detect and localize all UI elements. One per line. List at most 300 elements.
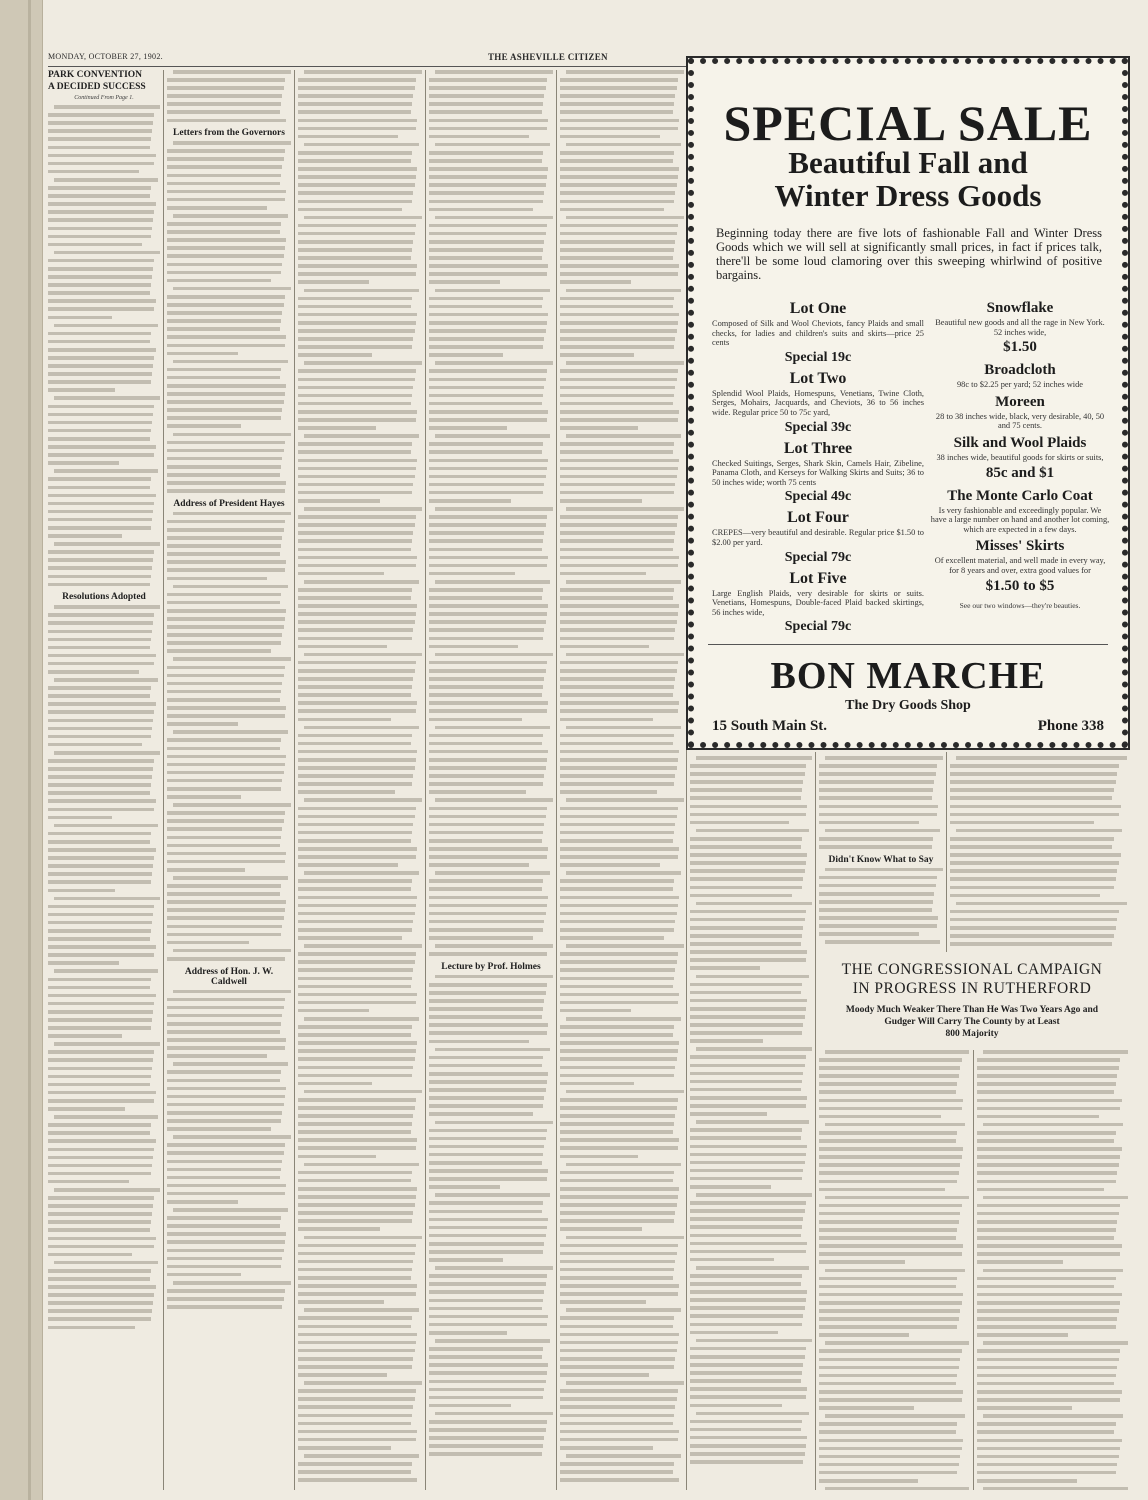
text-line [429,208,533,212]
text-line [690,1161,805,1165]
text-line [435,216,553,220]
text-line [298,1106,415,1110]
text-line [429,928,543,932]
text-line [298,1373,387,1377]
text-line [48,1301,153,1305]
text-line [48,727,152,731]
text-line [977,1447,1120,1451]
text-line [819,780,934,784]
text-line [304,1308,419,1312]
text-line [690,1452,805,1456]
text-line [167,1305,282,1309]
text-line [560,1049,678,1053]
text-line [167,254,284,258]
text-line [429,102,543,106]
text-line [429,94,544,98]
text-line [566,726,681,730]
text-line [825,940,940,944]
text-line [48,405,154,409]
text-line [298,1397,415,1401]
text-line [167,860,285,864]
text-line [690,837,802,841]
text-line [977,1115,1099,1119]
text-line [819,1398,962,1402]
column-rule [163,70,164,1490]
text-line [435,798,553,802]
text-line [560,677,675,681]
text-line [298,1146,416,1150]
text-line [560,1365,674,1369]
text-line [48,783,151,787]
text-line [950,934,1114,938]
text-line [690,1298,806,1302]
text-line [819,892,934,896]
text-line [298,1171,412,1175]
text-line [167,416,281,420]
text-line [819,1366,959,1370]
text-line [429,774,544,778]
text-line [167,352,238,356]
ad-address: 15 South Main St. [712,718,828,734]
column-2 [167,70,291,1490]
text-line [429,896,548,900]
text-line [566,1236,684,1240]
text-line [167,327,280,331]
text-line [429,839,542,843]
text-line [304,1381,422,1385]
text-line [48,791,150,795]
text-line [560,119,679,123]
special-name: Snowflake [986,300,1054,316]
text-line [429,1428,546,1432]
text-line [690,1306,805,1310]
text-line [560,442,674,446]
text-line [819,1382,956,1386]
text-line [298,102,412,106]
text-line [167,690,281,694]
text-line [298,863,398,867]
text-line [298,1268,412,1272]
special-description: 28 to 38 inches wide, black, very desirable, 40, 50 and 75 cents. [935,411,1105,431]
text-line [690,1023,803,1027]
text-line [560,548,673,552]
text-line [298,1478,417,1482]
text-line [429,863,529,867]
text-line [560,1138,679,1142]
text-line [435,653,553,657]
text-line [819,1309,960,1313]
text-line [819,1212,960,1216]
text-line [167,787,281,791]
text-line [977,1252,1120,1256]
text-line [48,1253,132,1257]
text-line [560,1430,679,1434]
text-line [167,1216,281,1220]
text-line [429,515,547,519]
text-line [435,944,553,948]
text-line [566,1381,684,1385]
text-line [560,531,675,535]
text-line [48,162,154,166]
text-line [54,751,160,755]
text-line [429,329,546,333]
text-line [173,1062,288,1066]
text-line [983,1487,1128,1490]
text-line [167,544,281,548]
text-line [304,1017,419,1021]
text-line [950,845,1112,849]
text-line [560,1300,646,1304]
text-line [167,384,286,388]
text-line [48,702,156,706]
text-line [560,491,674,495]
text-line [298,1365,412,1369]
text-line [48,832,151,836]
text-line [48,299,156,303]
text-line [167,174,281,178]
text-line [167,819,284,823]
text-line [173,990,291,994]
text-line [560,669,677,673]
text-line [560,896,679,900]
text-line [560,86,677,90]
deck-line-3: 800 Majority [945,1029,999,1039]
text-line [825,1123,965,1127]
text-line [48,1050,154,1054]
text-line [690,1395,806,1399]
text-line [429,459,548,463]
text-line [560,904,678,908]
text-line [298,297,412,301]
text-line [298,280,369,284]
text-line [429,1129,547,1133]
text-line [429,936,533,940]
text-line [560,612,678,616]
text-line [696,1339,812,1343]
text-line [819,1188,945,1192]
text-line [560,1195,678,1199]
column-rule [425,70,426,1490]
text-line [48,961,119,965]
text-line [298,709,416,713]
text-line [819,1447,962,1451]
text-line [560,807,678,811]
text-line [560,475,677,479]
text-line [429,313,548,317]
text-line [298,548,411,552]
text-line [298,539,412,543]
text-line [819,1463,959,1467]
text-line [560,248,674,252]
text-line [298,1066,413,1070]
text-line [167,1103,284,1107]
text-line [429,86,546,90]
text-line [48,686,151,690]
text-line [48,1204,153,1208]
text-line [696,975,809,979]
text-line [560,887,673,891]
text-line [977,1382,1114,1386]
text-line [429,450,542,454]
text-line [429,1031,547,1035]
text-line [977,1107,1120,1111]
text-line [298,1462,412,1466]
text-line [819,876,937,880]
text-line [167,1087,286,1091]
text-line [298,968,413,972]
text-line [173,657,291,661]
ad-lot [708,370,928,436]
text-line [167,392,285,396]
text-line [560,151,674,155]
text-line [298,790,395,794]
text-line [560,175,678,179]
text-line [429,1274,547,1278]
text-line [819,1325,957,1329]
text-line [429,887,542,891]
text-line [429,1363,548,1367]
text-line [983,1269,1123,1273]
ad-subtitle-line-1: Beautiful Fall and [788,145,1028,180]
text-line [298,1430,417,1434]
text-line [429,1056,543,1060]
text-line [819,788,933,792]
section-address-hon-caldwell: Address of Hon. J. W. Caldwell [184,966,274,987]
special-name: The Monte Carlo Coat [947,487,1093,504]
text-line [167,779,282,783]
text-line [690,1015,805,1019]
text-line [950,772,1117,776]
text-line [435,726,550,730]
text-line [298,734,412,738]
text-line [560,1349,677,1353]
text-line [298,159,411,163]
text-line [298,1325,411,1329]
text-line [560,256,673,260]
text-line [167,368,281,372]
text-line [977,1366,1117,1370]
text-line [298,815,415,819]
text-line [48,1212,152,1216]
text-line [429,159,542,163]
text-line [298,904,416,908]
text-line [429,1299,543,1303]
text-line [560,410,679,414]
text-line [560,499,642,503]
text-line [560,402,673,406]
text-line [167,376,280,380]
text-line [167,149,285,153]
column-rule [556,70,557,1490]
text-line [429,297,543,301]
text-line [429,1064,542,1068]
text-line [167,900,286,904]
text-line [560,556,679,560]
text-line [298,839,411,843]
text-line [48,1131,150,1135]
text-line [429,612,547,616]
text-line [560,1227,642,1231]
text-line [167,424,241,428]
text-line [977,1463,1117,1467]
text-line [167,722,238,726]
text-line [304,143,419,147]
text-line [819,1180,957,1184]
text-line [560,1252,677,1256]
text-line [48,1285,156,1289]
text-line [560,588,674,592]
lot-name: Lot Five [789,569,847,587]
column-9 [819,1050,969,1490]
text-line [304,1454,419,1458]
text-line [819,764,937,768]
text-line [819,813,937,817]
text-line [298,1130,411,1134]
text-line [167,1249,284,1253]
text-line [48,1026,151,1030]
text-line [167,489,285,493]
text-line [298,782,412,786]
text-line [560,1414,674,1418]
text-line [819,1293,963,1297]
text-line [167,892,280,896]
text-line [819,1285,956,1289]
text-line [429,1347,543,1351]
text-line [298,985,411,989]
text-line [566,216,684,220]
text-line [304,1236,422,1240]
lot-description: Checked Suitings, Serges, Shark Skin, Camels Hair, Zibeline, Panama Cloth, and Kerseys for Walking Skirts and Suits; 36 to 50 inches wide; worth 75 cents [712,458,924,487]
binding-gutter [0,0,43,1500]
text-line [560,693,673,697]
text-line [304,1090,422,1094]
text-line [298,1138,417,1142]
column-rule [815,752,816,1490]
text-line [977,1430,1114,1434]
text-line [48,583,150,587]
text-line [819,1171,959,1175]
text-line [167,1160,282,1164]
text-line [167,925,282,929]
text-line [950,837,1114,841]
text-line [819,1099,963,1103]
text-line [819,908,932,912]
text-line [819,1439,963,1443]
text-line [560,661,678,665]
text-line [560,280,631,284]
text-line [429,378,546,382]
text-line [977,1309,1119,1313]
text-line [690,1274,802,1278]
text-line [819,1252,962,1256]
text-line [298,313,417,317]
text-line [167,528,284,532]
text-line [819,845,932,849]
text-line [167,998,285,1002]
special-description: Is very fashionable and exceedingly popular. We have a large number on hand and another lot coming, which are expected in a few days. [930,505,1110,534]
text-line [167,400,284,404]
text-line [690,788,802,792]
ad-title: SPECIAL SALE [723,95,1093,151]
text-line [298,78,416,82]
text-line [173,141,291,145]
text-line [566,798,684,802]
text-line [48,259,154,263]
text-line [983,1123,1123,1127]
text-line [298,418,416,422]
text-line [429,1137,546,1141]
text-line [298,442,412,446]
text-line [48,621,153,625]
text-line [167,94,282,98]
ad-lot [708,300,928,366]
text-line [48,332,151,336]
text-line [429,742,542,746]
text-line [298,920,413,924]
text-line [560,329,677,333]
text-line [950,910,1119,914]
text-line [825,756,943,760]
text-line [304,1163,419,1167]
text-line [298,450,411,454]
text-line [48,243,142,247]
text-line [560,718,653,722]
text-line [560,823,675,827]
text-line [48,856,154,860]
ad-lot [708,509,928,565]
text-line [167,560,286,564]
text-line [304,289,419,293]
text-line [690,966,760,970]
article-text [298,70,422,1482]
text-line [48,662,154,666]
text-line [298,345,412,349]
text-line [48,429,151,433]
text-line [429,305,542,309]
text-line [167,319,281,323]
text-line [429,410,548,414]
text-line [819,1058,962,1062]
text-line [690,853,807,857]
text-line [560,483,675,487]
text-line [690,1250,806,1254]
text-line [173,803,291,807]
text-line [690,910,806,914]
text-line [48,1010,153,1014]
text-line [825,868,943,872]
text-line [298,256,411,260]
text-line [690,780,803,784]
text-line [429,1388,544,1392]
text-line [298,960,415,964]
text-line [429,369,547,373]
text-line [167,102,281,106]
text-line [560,1260,675,1264]
text-line [819,805,938,809]
text-line [560,1025,674,1029]
text-line [429,539,543,543]
text-line [560,337,675,341]
text-line [167,190,286,194]
text-line [167,1297,284,1301]
text-line [819,900,933,904]
text-line [167,884,281,888]
text-line [429,709,547,713]
text-line [304,726,419,730]
text-line [825,1341,969,1345]
text-line [298,264,417,268]
text-line [560,782,674,786]
